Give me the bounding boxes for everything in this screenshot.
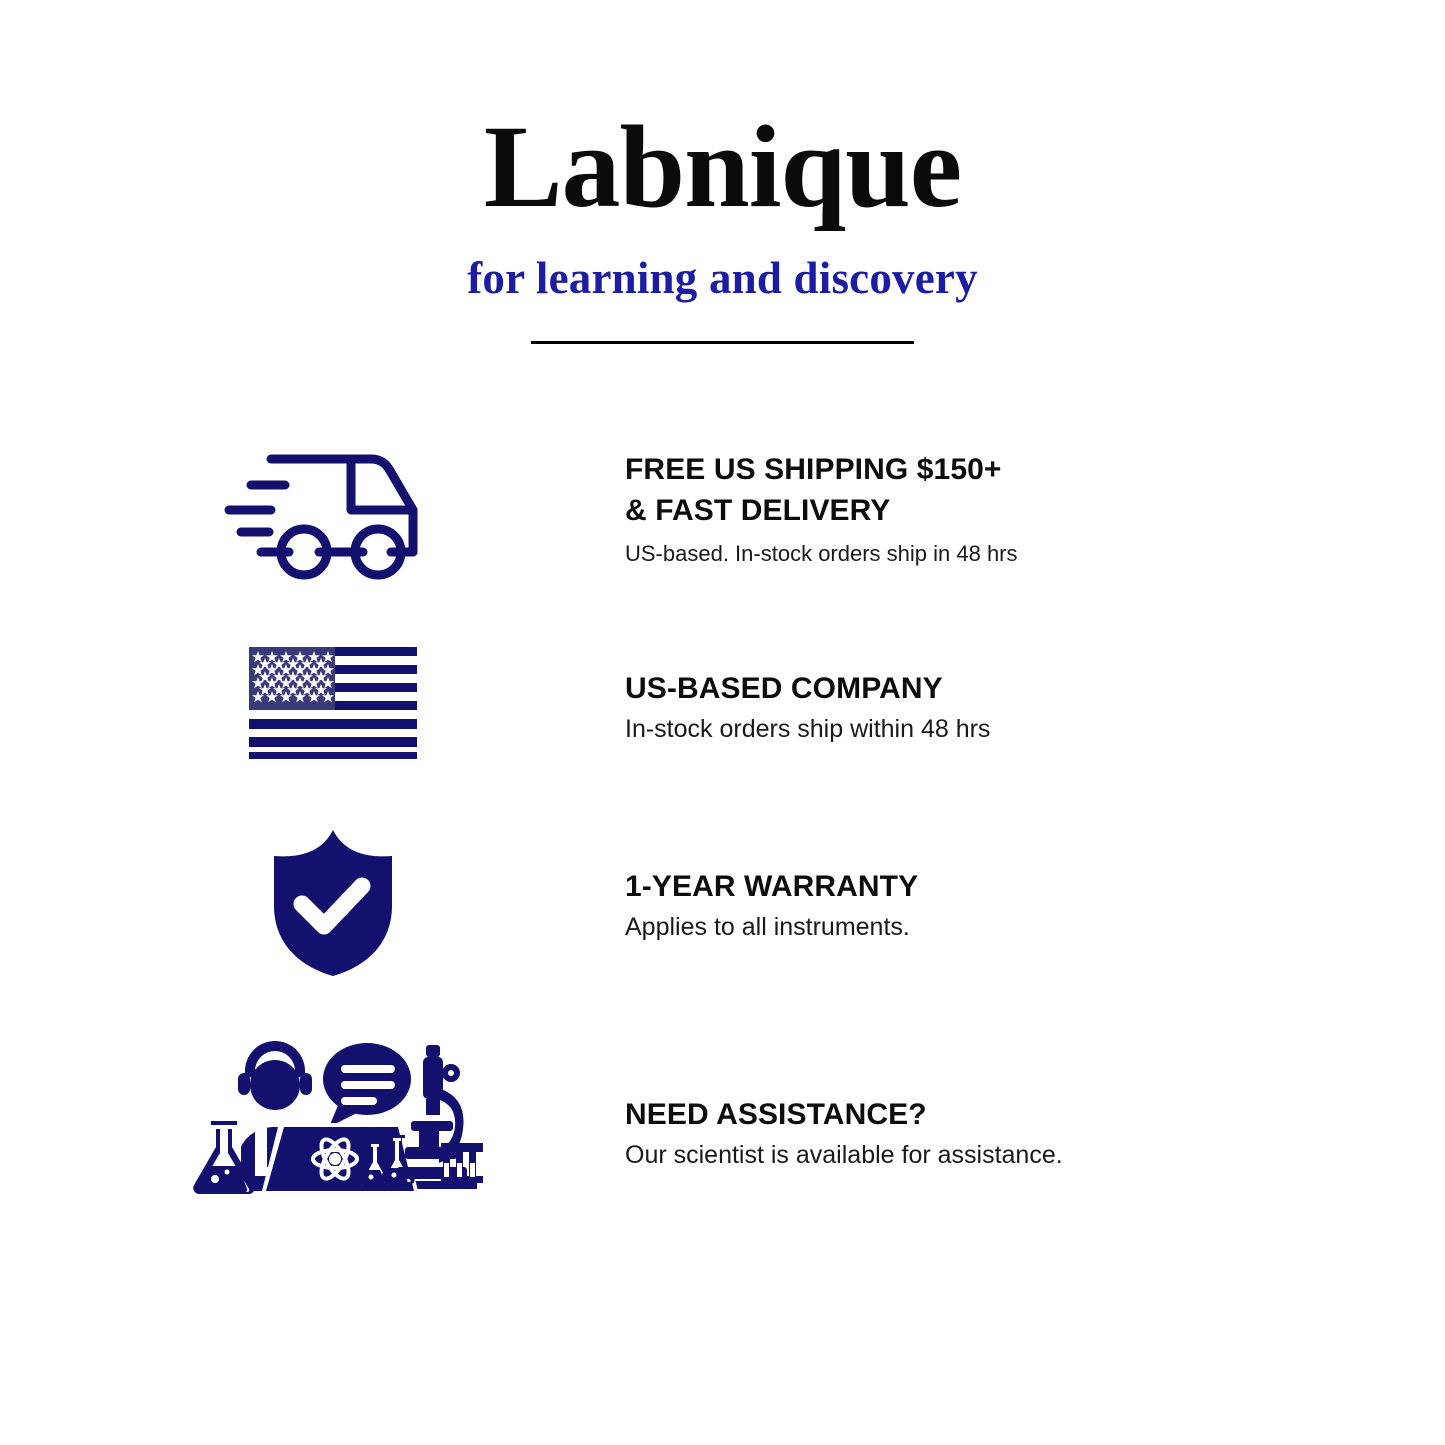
delivery-truck-icon [223, 440, 443, 580]
brand-name: Labnique [483, 101, 962, 232]
feature-title-line1: FREE US SHIPPING $150+ [625, 453, 1002, 486]
header-divider [531, 341, 914, 344]
feature-title-line1: 1-YEAR WARRANTY [625, 869, 919, 903]
feature-title-line1: US-BASED COMPANY [625, 671, 943, 705]
feature-title-line1: NEED ASSISTANCE? [625, 1097, 927, 1131]
brand-header [0, 0, 1445, 344]
us-flag-icon [249, 647, 417, 759]
feature-icon-us-based [0, 647, 625, 759]
feature-icon-warranty [0, 828, 625, 978]
feature-subtitle: In-stock orders ship within 48 hrs [625, 714, 991, 743]
feature-text-assistance [625, 1054, 1445, 1172]
feature-text-us-based [625, 660, 1445, 746]
feature-subtitle: Applies to all instruments. [625, 912, 910, 941]
feature-row-assistance [0, 1005, 1445, 1220]
lab-support-icon [183, 1029, 483, 1197]
feature-row-shipping [0, 415, 1445, 605]
feature-icon-assistance [0, 1029, 625, 1197]
shield-check-icon [266, 828, 400, 978]
feature-subtitle: Our scientist is available for assistance. [625, 1140, 1063, 1169]
feature-icon-shipping [0, 440, 625, 580]
feature-row-warranty [0, 800, 1445, 1005]
feature-row-us-based [0, 605, 1445, 800]
feature-title-line2: & FAST DELIVERY [625, 494, 891, 527]
brand-tagline: for learning and discovery [467, 253, 978, 303]
feature-text-warranty [625, 862, 1445, 944]
feature-list [0, 415, 1445, 1220]
feature-text-shipping [625, 449, 1445, 571]
feature-subtitle: US-based. In-stock orders ship in 48 hrs [625, 541, 1018, 566]
